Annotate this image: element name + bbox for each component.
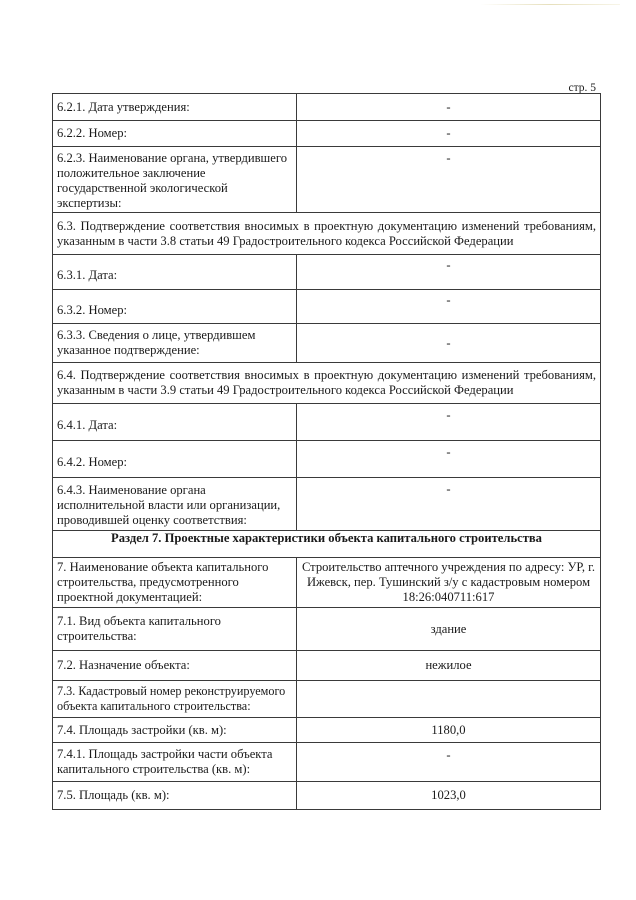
row-value: здание — [297, 608, 601, 651]
table-row — [53, 213, 601, 255]
table-row — [53, 255, 601, 290]
table-row — [53, 743, 601, 782]
row-label: 7.5. Площадь (кв. м): — [53, 782, 297, 810]
table-row — [53, 782, 601, 810]
table-row — [53, 531, 601, 558]
table-row — [53, 681, 601, 718]
table-row — [53, 718, 601, 743]
page-number: стр. 5 — [568, 82, 596, 94]
row-label: 6.2.1. Дата утверждения: — [53, 94, 297, 121]
row-label: 6.4.1. Дата: — [53, 404, 297, 441]
row-label: 7. Наименование объекта капитального строительства, предусмотренного проектной документацией: — [53, 558, 297, 608]
row-value — [297, 681, 601, 718]
row-label: 6.4.3. Наименование органа исполнительной власти или организации, проводившей оценку соответствия: — [53, 478, 297, 531]
row-value: Строительство аптечного учреждения по адресу: УР, г. Ижевск, пер. Тушинский з/у с кадастровым номером 18:26:040711:617 — [297, 558, 601, 608]
subsection-heading-6-4: 6.4. Подтверждение соответствия вносимых в проектную документацию изменений требованиям, указанным в части 3.9 статьи 49 Градостроительного кодекса Российской Федерации — [53, 363, 601, 404]
row-label: 6.4.2. Номер: — [53, 441, 297, 478]
row-value: - — [297, 94, 601, 121]
row-label: 6.2.2. Номер: — [53, 121, 297, 147]
row-value: - — [297, 478, 601, 531]
row-label: 6.3.2. Номер: — [53, 290, 297, 324]
row-label: 7.2. Назначение объекта: — [53, 651, 297, 681]
row-label: 7.4.1. Площадь застройки части объекта капитального строительства (кв. м): — [53, 743, 297, 782]
row-label: 7.4. Площадь застройки (кв. м): — [53, 718, 297, 743]
row-value: - — [297, 404, 601, 441]
row-value: - — [297, 255, 601, 290]
table-row — [53, 363, 601, 404]
row-value: - — [297, 441, 601, 478]
table-row — [53, 404, 601, 441]
scan-artifact — [480, 4, 620, 5]
row-label: 6.3.3. Сведения о лице, утвердившем указанное подтверждение: — [53, 324, 297, 363]
table-row — [53, 121, 601, 147]
row-value: 1180,0 — [297, 718, 601, 743]
table-row — [53, 478, 601, 531]
row-label: 6.2.3. Наименование органа, утвердившего положительное заключение государственной экологической экспертизы: — [53, 147, 297, 213]
table-row — [53, 147, 601, 213]
row-value: - — [297, 147, 601, 213]
row-value: - — [297, 121, 601, 147]
table-row — [53, 608, 601, 651]
row-value: - — [297, 743, 601, 782]
row-value: - — [297, 290, 601, 324]
table-row — [53, 558, 601, 608]
row-value: - — [297, 324, 601, 363]
table-row — [53, 651, 601, 681]
project-characteristics-table — [52, 93, 601, 810]
table-row — [53, 324, 601, 363]
row-label: 7.1. Вид объекта капитального строительства: — [53, 608, 297, 651]
section-7-title: Раздел 7. Проектные характеристики объекта капитального строительства — [53, 531, 601, 558]
row-label: 7.3. Кадастровый номер реконструируемого объекта капитального строительства: — [53, 681, 297, 718]
table-row — [53, 94, 601, 121]
table-row — [53, 290, 601, 324]
table-row — [53, 441, 601, 478]
subsection-heading-6-3: 6.3. Подтверждение соответствия вносимых в проектную документацию изменений требованиям, указанным в части 3.8 статьи 49 Градостроительного кодекса Российской Федерации — [53, 213, 601, 255]
row-label: 6.3.1. Дата: — [53, 255, 297, 290]
row-value: нежилое — [297, 651, 601, 681]
row-value: 1023,0 — [297, 782, 601, 810]
